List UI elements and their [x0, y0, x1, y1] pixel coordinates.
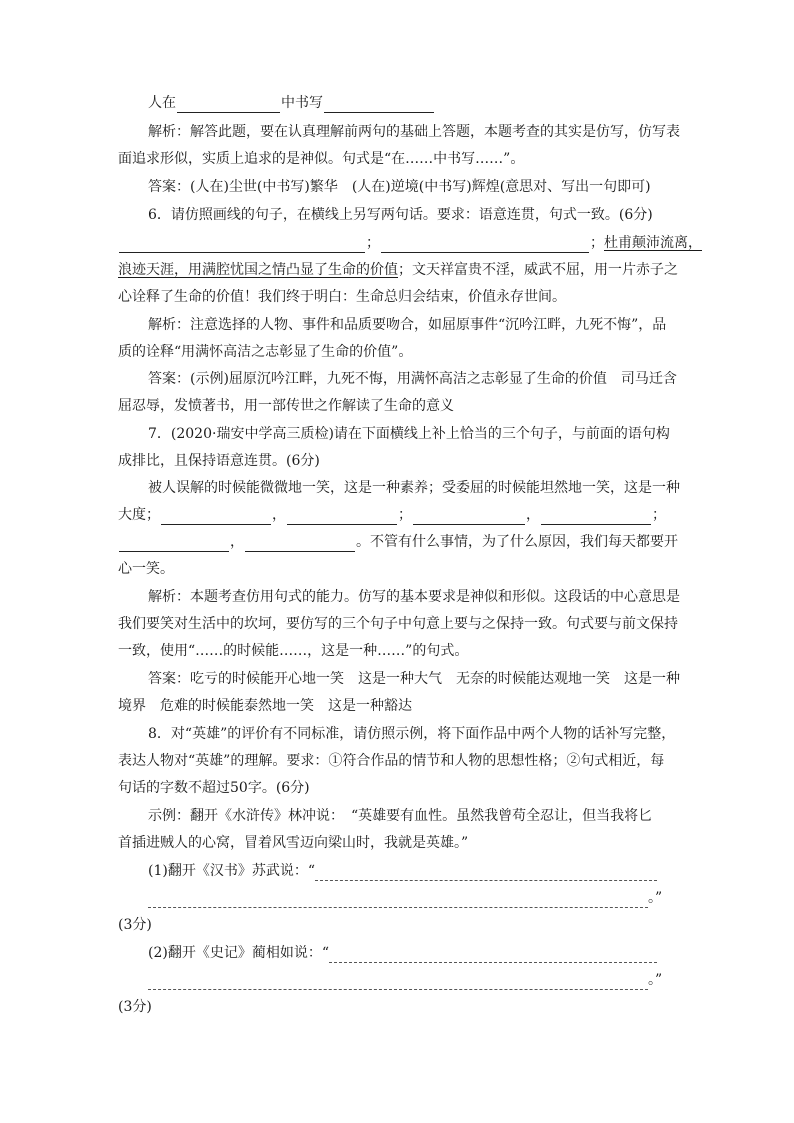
answer-line: 答案：(人在)尘世(中书写)繁华 (人在)逆境(中书写)辉煌(意思对、写出一句即可): [148, 179, 651, 195]
analysis-line: 解析：本题考查仿用句式的能力。仿写的基本要求是神似和形似。这段话的中心意思是: [148, 589, 680, 605]
question-6-text: 浪迹天涯，用满腔忧国之情凸显了生命的价值；文天祥富贵不淫，威武不屈，用一片赤子之: [118, 262, 678, 278]
answer-blank[interactable]: [381, 237, 589, 253]
underlined-sentence: 杜甫颠沛流离，: [604, 235, 702, 251]
answer-line: 答案：(示例)屈原沉吟江畔，九死不悔，用满怀高洁之志彰显了生命的价值 司马迁含: [148, 371, 677, 387]
analysis-line: 一致，使用“……的时候能……，这是一种……”的句式。: [118, 643, 469, 659]
example-line: 示例：翻开《水浒传》林冲说： “英雄要有血性。虽然我曾苟全忍让，但当我将匕: [148, 808, 653, 824]
answer-blank[interactable]: [324, 97, 434, 113]
answer-blank[interactable]: [287, 509, 397, 525]
sub-question-2: (2)翻开《史记》蔺相如说：“: [0, 943, 794, 963]
score-label: (3分): [118, 999, 152, 1015]
example-line: 首插进贼人的心窝，冒着风雪迈向梁山时，我就是英雄。”: [118, 835, 469, 851]
question-7-blanks-1: 大度； ， ； ， ；: [118, 507, 666, 523]
question-8-prompt: 句话的字数不超过50字。(6分): [118, 780, 310, 796]
underlined-sentence: 浪迹天涯，用满腔忧国之情凸显了生命的价值: [118, 262, 398, 278]
analysis-line: 面追求形似，实质上追求的是神似。句式是“在……中书写……”。: [118, 151, 525, 167]
analysis-line: 我们要笑对生活中的坎坷，要仿写的三个句子中句意上要与之保持一致。句式要与前文保持: [118, 616, 678, 632]
analysis-line: 解析：注意选择的人物、事件和品质要吻合，如屈原事件“沉吟江畔，九死不悔”，品: [148, 317, 667, 333]
answer-dashed-line[interactable]: [315, 865, 657, 881]
answer-blank[interactable]: [177, 97, 280, 113]
answer-blank[interactable]: [413, 509, 525, 525]
answer-dashed-line[interactable]: [148, 892, 648, 908]
score-label: (3分): [118, 917, 152, 933]
answer-blank[interactable]: [161, 509, 271, 525]
answer-dashed-line[interactable]: [148, 974, 648, 990]
question-7-text: 心一笑。: [118, 561, 174, 577]
answer-dashed-line[interactable]: [329, 947, 657, 963]
question-7-prompt: 成排比，且保持语意连贯。(6分): [118, 453, 320, 469]
fill-line-1: 人在 中书写: [0, 93, 794, 113]
answer-line: 答案：吃亏的时候能开心地一笑 这是一种大气 无奈的时候能达观地一笑 这是一种: [148, 671, 680, 687]
answer-blank[interactable]: [541, 509, 651, 525]
question-7-blanks-2: ， 。不管有什么事情，为了什么原因，我们每天都要开: [0, 532, 794, 552]
question-8-prompt: 8．对“英雄”的评价有不同标准，请仿照示例，将下面作品中两个人物的话补写完整，: [148, 726, 676, 742]
question-6-blanks: ； ；杜甫颠沛流离，: [0, 233, 794, 253]
sub-question-1-cont: 。”: [0, 888, 794, 908]
answer-line: 屈忍辱，发愤著书，用一部传世之作解读了生命的意义: [118, 398, 454, 414]
sub-question-1: (1)翻开《汉书》苏武说：“: [0, 861, 794, 881]
question-8-prompt: 表达人物对“英雄”的理解。要求：①符合作品的情节和人物的思想性格；②句式相近，每: [118, 753, 665, 769]
answer-line: 境界 危难的时候能泰然地一笑 这是一种豁达: [118, 698, 412, 714]
sub-question-2-cont: 。”: [0, 970, 794, 990]
analysis-line: 解析：解答此题，要在认真理解前两句的基础上答题，本题考查的其实是仿写，仿写表: [148, 124, 680, 140]
question-7-prompt: 7．(2020·瑞安中学高三质检)请在下面横线上补上恰当的三个句子，与前面的语句构: [148, 426, 670, 442]
answer-blank[interactable]: [119, 237, 365, 253]
analysis-line: 质的诠释“用满怀高洁之志彰显了生命的价值”。: [118, 344, 413, 360]
question-6-prompt: 6．请仿照画线的句子，在横线上另写两句话。要求：语意连贯，句式一致。(6分): [148, 207, 653, 223]
question-6-text: 心诠释了生命的价值！我们终于明白：生命总归会结束，价值永存世间。: [118, 289, 566, 305]
answer-blank[interactable]: [119, 536, 229, 552]
answer-blank[interactable]: [245, 536, 355, 552]
question-7-text: 被人误解的时候能微微地一笑，这是一种素养；受委屈的时候能坦然地一笑，这是一种: [148, 480, 680, 496]
